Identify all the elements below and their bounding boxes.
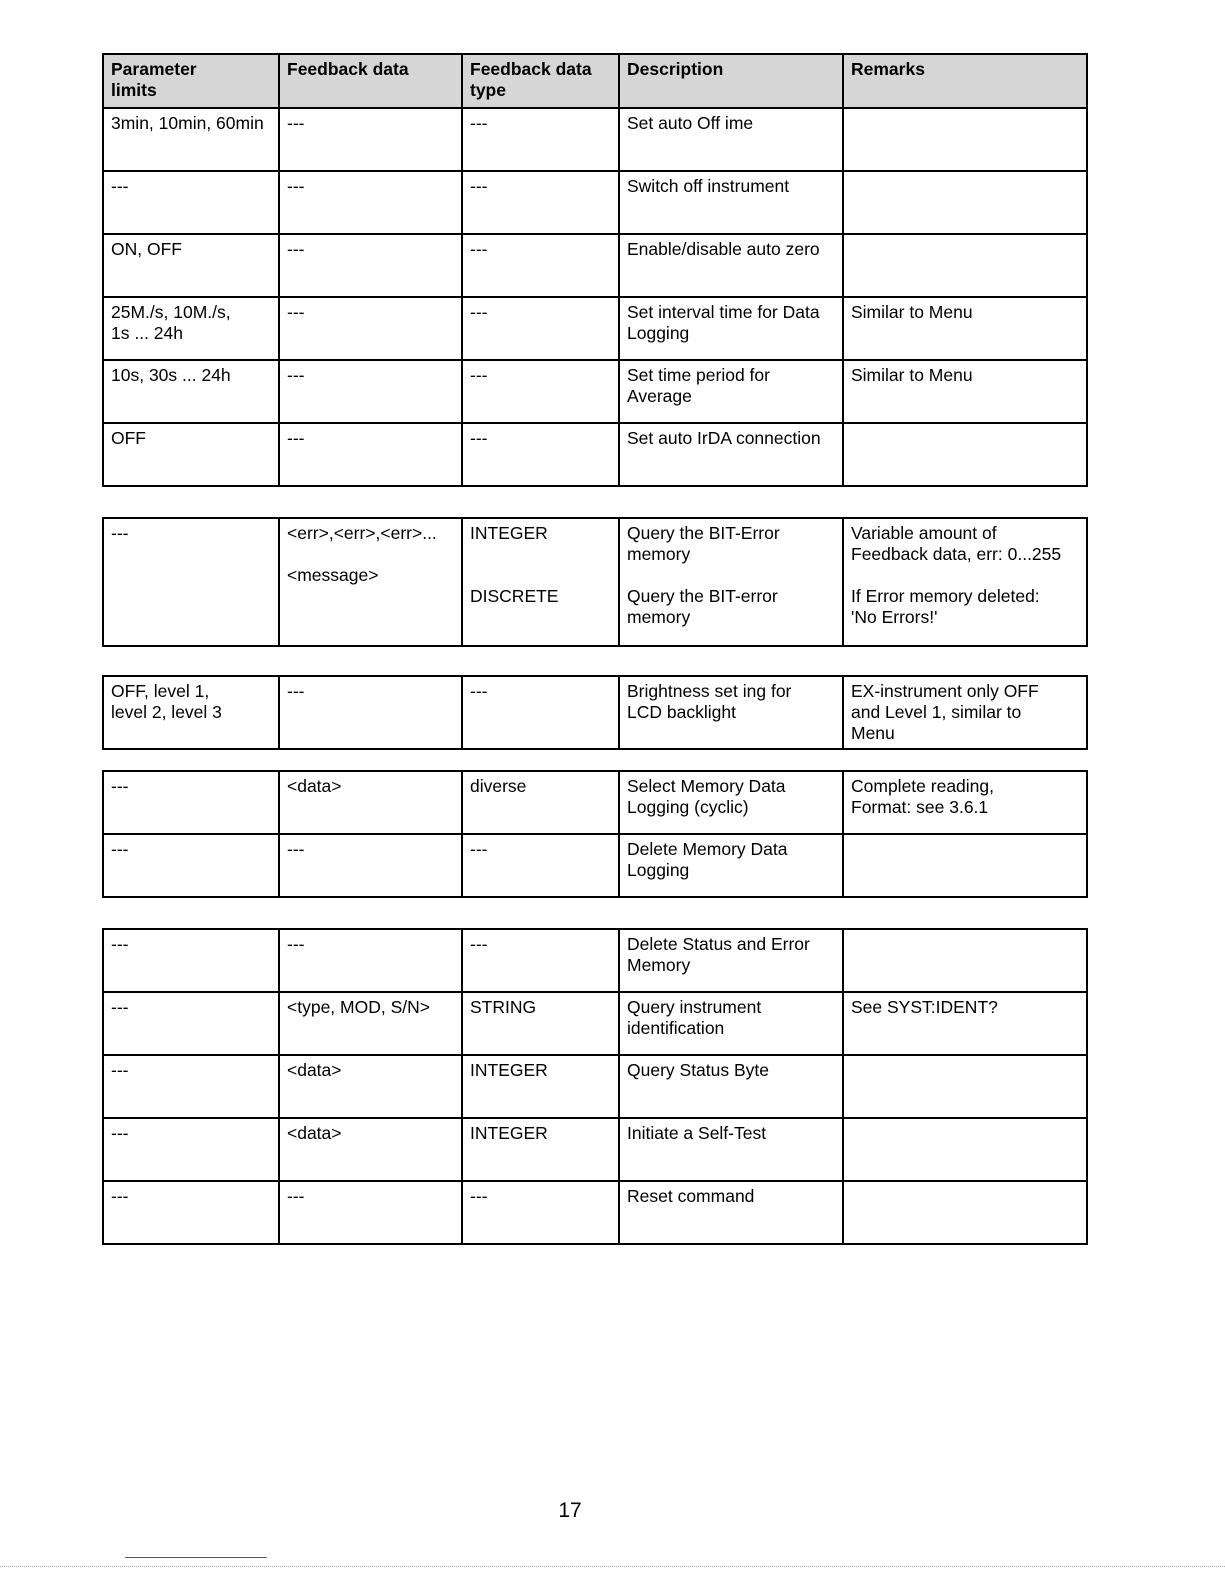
table-cell: OFF <box>103 423 279 486</box>
table-cell: 25M./s, 10M./s, 1s ... 24h <box>103 297 279 360</box>
footer-link-line <box>125 1557 267 1558</box>
table-cell: See SYST:IDENT? <box>843 992 1087 1055</box>
table-row <box>103 676 1087 749</box>
table-cell: Reset command <box>619 1181 843 1244</box>
table-cell: --- <box>462 360 619 423</box>
table-row <box>103 834 1087 897</box>
table-cell: --- <box>279 1181 462 1244</box>
table-cell: INTEGER DISCRETE <box>462 518 619 646</box>
table-row <box>103 234 1087 297</box>
table-row <box>103 771 1087 834</box>
table-cell: --- <box>103 518 279 646</box>
table-cell <box>843 1055 1087 1118</box>
table-cell: Query Status Byte <box>619 1055 843 1118</box>
table-cell: Delete Memory Data Logging <box>619 834 843 897</box>
command-table-4 <box>102 770 1088 898</box>
table-cell: Enable/disable auto zero <box>619 234 843 297</box>
table-cell: --- <box>103 1118 279 1181</box>
table-cell: --- <box>279 676 462 749</box>
command-table-2 <box>102 517 1088 647</box>
table-cell: --- <box>462 108 619 171</box>
table-cell: Brightness set ing for LCD backlight <box>619 676 843 749</box>
table-cell: --- <box>279 108 462 171</box>
column-header: Feedback data type <box>462 54 619 108</box>
table-row <box>103 297 1087 360</box>
table-cell: Complete reading, Format: see 3.6.1 <box>843 771 1087 834</box>
table-row <box>103 992 1087 1055</box>
table-cell: Query the BIT-Error memory Query the BIT-error memory <box>619 518 843 646</box>
table-cell: Similar to Menu <box>843 360 1087 423</box>
table-cell: 3min, 10min, 60min <box>103 108 279 171</box>
column-header: Remarks <box>843 54 1087 108</box>
column-header: Parameter limits <box>103 54 279 108</box>
table-cell: --- <box>462 297 619 360</box>
table-cell: --- <box>279 834 462 897</box>
table-cell: --- <box>462 234 619 297</box>
table-cell: Variable amount of Feedback data, err: 0...255 If Error memory deleted: 'No Errors!' <box>843 518 1087 646</box>
table-row <box>103 1118 1087 1181</box>
table-cell <box>843 423 1087 486</box>
table-cell: --- <box>103 992 279 1055</box>
table-cell <box>843 1118 1087 1181</box>
table-cell: STRING <box>462 992 619 1055</box>
table-cell: Query instrument identification <box>619 992 843 1055</box>
table-cell: --- <box>103 1181 279 1244</box>
table-cell: Similar to Menu <box>843 297 1087 360</box>
table-cell: --- <box>279 234 462 297</box>
table-cell: Switch off instrument <box>619 171 843 234</box>
table-cell <box>843 108 1087 171</box>
table-row <box>103 360 1087 423</box>
table-cell: <data> <box>279 1118 462 1181</box>
command-table-3 <box>102 675 1088 750</box>
table-cell: --- <box>103 1055 279 1118</box>
bottom-dotted-divider <box>0 1566 1225 1567</box>
table-cell: --- <box>279 360 462 423</box>
table-cell: Delete Status and Error Memory <box>619 929 843 992</box>
table-cell: EX-instrument only OFF and Level 1, similar to Menu <box>843 676 1087 749</box>
table-cell: diverse <box>462 771 619 834</box>
table-cell: --- <box>462 423 619 486</box>
table-row <box>103 1181 1087 1244</box>
table-header-row <box>103 54 1087 108</box>
table-cell: INTEGER <box>462 1055 619 1118</box>
table-cell <box>843 1181 1087 1244</box>
table-cell: --- <box>462 834 619 897</box>
table-cell: Set time period for Average <box>619 360 843 423</box>
table-cell: --- <box>462 676 619 749</box>
table-cell: --- <box>279 171 462 234</box>
table-cell: INTEGER <box>462 1118 619 1181</box>
table-cell: --- <box>462 171 619 234</box>
table-row <box>103 171 1087 234</box>
table-cell: --- <box>103 771 279 834</box>
table-row <box>103 518 1087 646</box>
table-cell: <type, MOD, S/N> <box>279 992 462 1055</box>
table-cell <box>843 834 1087 897</box>
table-cell: --- <box>462 929 619 992</box>
table-cell: <err>,<err>,<err>... <message> <box>279 518 462 646</box>
column-header: Feedback data <box>279 54 462 108</box>
table-cell: Set interval time for Data Logging <box>619 297 843 360</box>
table-cell: Set auto IrDA connection <box>619 423 843 486</box>
table-row <box>103 1055 1087 1118</box>
table-cell: Select Memory Data Logging (cyclic) <box>619 771 843 834</box>
command-table-5 <box>102 928 1088 1245</box>
table-cell: --- <box>103 834 279 897</box>
table-row <box>103 108 1087 171</box>
table-cell: 10s, 30s ... 24h <box>103 360 279 423</box>
page-number: 17 <box>558 1499 582 1522</box>
table-cell: OFF, level 1, level 2, level 3 <box>103 676 279 749</box>
table-cell: --- <box>103 171 279 234</box>
command-table-1 <box>102 53 1088 487</box>
table-cell: Initiate a Self-Test <box>619 1118 843 1181</box>
table-row <box>103 929 1087 992</box>
table-cell: ON, OFF <box>103 234 279 297</box>
table-cell: --- <box>462 1181 619 1244</box>
table-cell: --- <box>103 929 279 992</box>
table-cell: <data> <box>279 771 462 834</box>
column-header: Description <box>619 54 843 108</box>
table-cell <box>843 171 1087 234</box>
table-row <box>103 423 1087 486</box>
table-cell: <data> <box>279 1055 462 1118</box>
table-cell <box>843 234 1087 297</box>
table-cell: --- <box>279 423 462 486</box>
table-cell <box>843 929 1087 992</box>
table-cell: --- <box>279 297 462 360</box>
table-cell: Set auto Off ime <box>619 108 843 171</box>
table-cell: --- <box>279 929 462 992</box>
